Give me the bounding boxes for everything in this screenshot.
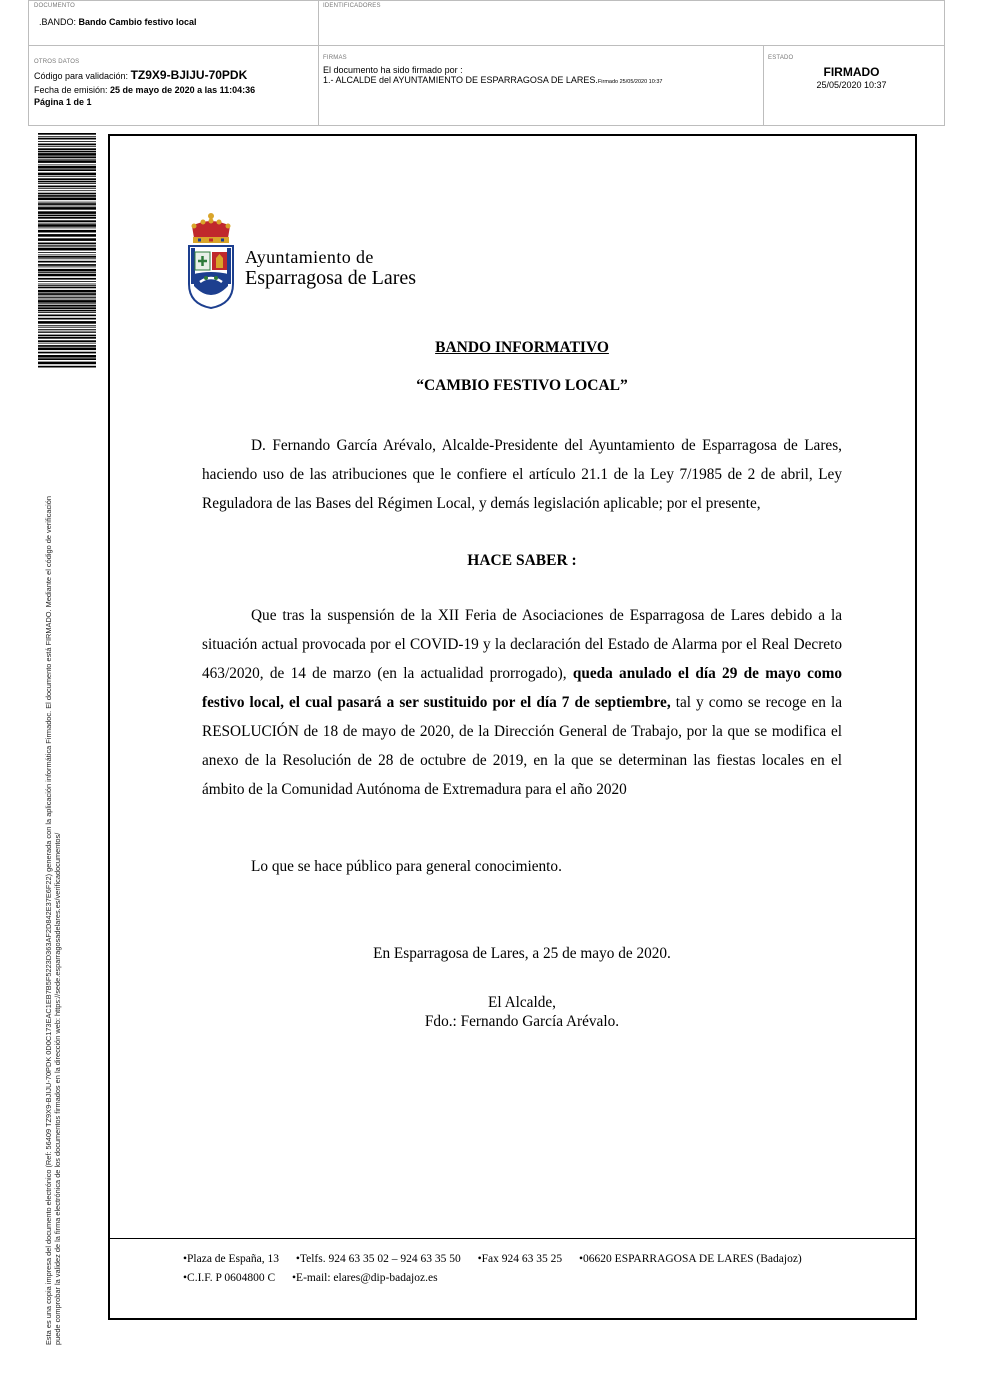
firma-fecha: Firmado 25/05/2020 10:37 [597,79,663,85]
barcode-bar [38,284,96,285]
barcode-bar [38,141,96,142]
barcode-bar [38,166,96,169]
barcode-bar [38,228,96,229]
barcode-bar [38,133,96,135]
footer-cif: •C.I.F. P 0604800 C [183,1272,276,1284]
firmas-label: FIRMAS [323,55,347,61]
barcode-bar [38,207,96,210]
barcode-bar [38,264,96,266]
footer-fax: •Fax 924 63 35 25 [477,1253,563,1265]
barcode-bar [38,272,96,273]
barcode-bar [38,343,96,344]
barcode-bar [38,248,96,251]
estado-date: 25/05/2020 10:37 [816,80,887,90]
barcode-bar [38,318,96,320]
main-paragraph [202,601,842,804]
barcode-bar [38,238,96,241]
barcode-bar [38,181,96,183]
barcode-bar [38,217,96,219]
barcode-bar [38,362,96,365]
barcode-bar [38,287,96,289]
barcode-bar [38,144,96,146]
barcode-bar [38,136,96,137]
barcode-bar [38,230,96,233]
barcode-bar [38,366,96,368]
footer-email[interactable]: •E-mail: elares@dip-badajoz.es [292,1272,438,1284]
barcode-bar [38,193,96,195]
documento-title: Bando Cambio festivo local [78,17,197,27]
barcode-bar [38,159,96,160]
barcode-bar [38,340,96,342]
barcode-bar [38,160,96,163]
barcode-bar [38,178,96,180]
main-paragraph-part2: tal y como se recoge en la RESOLUCIÓN de 18 de mayo de 2020, de la Dirección General de Trabajo, por la que se modifica el anexo de la Resolución de 28 de octubre de 2019, en la que se determinan las fiestas locales en el ámbito de la Comunidad Autónoma de Extremadura para el año 2020 [202,694,842,798]
barcode-bar [38,290,96,293]
barcode-bar [38,358,96,360]
closing-sentence: Lo que se hace público para general conocimiento. [251,858,562,875]
barcode-bar [38,305,96,307]
barcode-bar [38,156,96,158]
barcode-bar [38,186,96,188]
footer-line1 [183,1250,816,1268]
barcode-bar [38,258,96,259]
signer-role: El Alcalde, [488,994,556,1011]
barcode-bar [38,307,96,309]
barcode-bar [38,203,96,205]
barcode-bar [38,146,96,147]
barcode-bar [38,337,96,339]
barcode-bar [38,274,96,277]
barcode-bar [38,243,96,245]
barcode-bar [38,206,96,207]
place-date: En Esparragosa de Lares, a 25 de mayo de 2020. [373,945,671,962]
codigo-label: Código para validación: [34,71,131,81]
barcode-bar [38,176,96,177]
main-paragraph-part1: Que tras la suspensión de la XII Feria de Asociaciones de Esparragosa de Lares debido a la situación actual provocada por el COVID-19 y la declaración del Estado de Alarma por el Real Decreto 463/2020, de 14 de marzo (en la actualidad prorrogado), [202,607,842,682]
barcode-bar [38,215,96,217]
identificadores-label: IDENTIFICADORES [323,3,381,9]
footer-line2 [183,1269,452,1287]
barcode-bar [38,224,96,227]
header-divider-v1 [318,0,319,126]
codigo-validacion [34,70,247,82]
logo-line1: Ayuntamiento de [245,247,374,267]
header-divider-h [28,45,945,46]
barcode-bar [38,261,96,263]
codigo-value: TZ9X9-BJIJU-70PDK [130,68,248,82]
barcode-bar [38,315,96,317]
barcode-bar [38,297,96,298]
document-title: BANDO INFORMATIVO [435,339,609,356]
barcode-bar [38,335,96,337]
side-text-line2: puede comprobar la validez de la firma electrónica de los documentos firmados en la dirección web: https://sede.esparragosadelares.es/verificadocumentos/ [53,832,62,1345]
side-text-line1: Esta es una copia impresa del documento electrónico (Ref: 56409 TZ9X9-BJIJU-70PDK 0D0C173EAC1EB7B5F5223D363AF2D842E37E6F22) generada con la aplicación informática Firmadoc. El documento está FIRMADO. Mediante el código de verificación [44,495,53,1345]
barcode-bar [38,198,96,201]
barcode-bar [38,252,96,253]
fecha-emision [34,85,255,96]
side-verification-text [44,380,62,1345]
document-subtitle: “CAMBIO FESTIVO LOCAL” [416,377,628,394]
barcode-bar [38,188,96,189]
fecha-value: 25 de mayo de 2020 a las 11:04:36 [110,85,256,95]
barcode-bar [38,310,96,312]
otros-datos-label: OTROS DATOS [34,59,80,65]
signer-name: Fdo.: Fernando García Arévalo. [424,1013,620,1030]
barcode-bar [38,269,96,272]
documento-prefix: .BANDO: [39,17,79,27]
documento-label: DOCUMENTO [34,3,76,9]
barcode-bar [38,299,96,300]
barcode-bar [38,348,96,351]
fecha-label: Fecha de emisión: [34,85,111,95]
footer-city: •06620 ESPARRAGOSA DE LARES (Badajoz) [579,1253,802,1265]
footer-address: •Plaza de España, 13 [183,1253,279,1265]
pagina: Página 1 de 1 [34,97,92,107]
barcode-bar [38,173,96,176]
barcode-bar [38,151,96,153]
barcode-bar [38,327,96,328]
barcode-bar [38,148,96,150]
barcode-bar [38,246,96,247]
footer-divider [110,1238,915,1239]
barcode-bar [38,234,96,237]
barcode-bar [38,325,96,326]
footer-phones: •Telfs. 924 63 35 02 – 924 63 35 50 [295,1253,461,1265]
barcode-bar [38,278,96,280]
barcode-bar [38,245,96,246]
barcode-bar [38,256,96,258]
barcode-bar [38,281,96,282]
barcode-bar [38,195,96,197]
barcode-bar [38,285,96,286]
barcode-bar [38,169,96,171]
barcode-bar [38,202,96,203]
barcode-bar [38,300,96,303]
intro-paragraph: D. Fernando García Arévalo, Alcalde-Presidente del Ayuntamiento de Esparragosa de Lares, haciendo uso de las atribuciones que le confiere el artículo 21.1 de la Ley 7/1985 de 2 de abril, Ley Reguladora de las Bases del Régimen Local, y demás legislación aplicable; por el presente, [202,437,842,512]
firmante: 1.- ALCALDE del AYUNTAMIENTO DE ESPARRAGOSA DE LARES. [323,75,598,85]
firmas-line1: El documento ha sido firmado por : [323,65,463,75]
barcode-bar [38,312,96,313]
barcode-bar [38,267,96,268]
barcode-bar [38,321,96,324]
barcode-bar [38,296,96,297]
barcode-bar [38,355,96,358]
barcode-bar [38,329,96,330]
barcode-bar [38,190,96,191]
barcode-bar [38,293,96,295]
barcode-bar [38,165,96,166]
barcode-bar [38,211,96,214]
logo-line2: Esparragosa de Lares [245,267,417,289]
barcode-bar [38,223,96,224]
firmas-line2 [323,75,662,88]
barcode-bar [38,220,96,222]
estado-value: FIRMADO [823,65,880,79]
main-paragraph-bold: queda anulado el día 29 de mayo como festivo local, el cual pasará a ser sustituido por el día 7 de septiembre, [202,665,842,711]
hace-saber-heading: HACE SABER : [467,552,577,569]
barcode-bar [38,303,96,304]
barcode-bar [38,332,96,333]
barcode-bar [38,345,96,347]
barcode-bar [38,255,96,256]
barcode-bar [38,331,96,332]
documento-value [39,17,197,28]
barcode-image [38,133,96,368]
barcode-bar [38,352,96,354]
estado-label: ESTADO [768,55,794,61]
barcode-bar [38,153,96,156]
barcode-bar [38,183,96,184]
coat-of-arms-logo [186,212,236,310]
barcode-bar [38,138,96,140]
